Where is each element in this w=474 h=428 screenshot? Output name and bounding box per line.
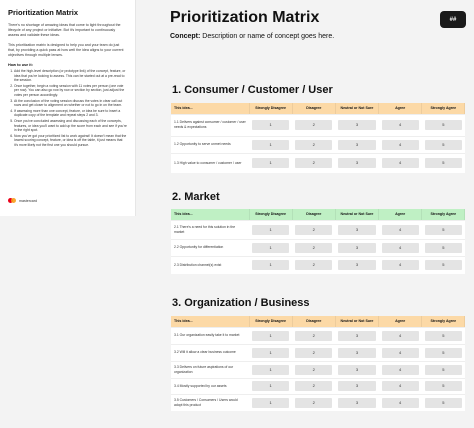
score-cell [335, 114, 378, 136]
score-vote-box[interactable]: 2 [295, 381, 332, 391]
score-vote-box[interactable]: 1 [252, 348, 289, 358]
score-cell [335, 256, 378, 274]
score-vote-box[interactable]: 4 [382, 365, 419, 375]
table-header-rating: Strongly Disagree [249, 316, 292, 327]
table-header-idea: This idea... [171, 316, 249, 327]
table-header-rating: Strongly Disagree [249, 103, 292, 114]
table-row [171, 378, 465, 394]
score-vote-box[interactable]: 4 [382, 243, 419, 253]
criterion-label: 2.2 Opportunity for differentiation [171, 239, 249, 256]
table-row [171, 153, 465, 173]
section-title: 2. Market [172, 191, 220, 203]
score-vote-box[interactable]: 2 [295, 365, 332, 375]
instructions-intro: There's no shortage of amazing ideas that come to light throughout the lifecycle of any project or initiative. But it's important to continuously assess and validate these ideas. [8, 23, 121, 37]
score-cell [335, 378, 378, 394]
table-header-rating: Neutral or Not Sure [335, 209, 378, 220]
score-cell [249, 256, 292, 274]
score-cell [292, 136, 335, 153]
criterion-label: 3.1 Our organization easily take it to market [171, 327, 249, 344]
score-vote-box[interactable]: 2 [295, 260, 332, 270]
score-vote-box[interactable]: 1 [252, 365, 289, 375]
score-vote-box[interactable]: 5 [425, 260, 462, 270]
hash-button[interactable]: ## [440, 11, 466, 28]
how-to-steps [8, 69, 127, 148]
score-cell [335, 344, 378, 361]
table-header-idea: This idea... [171, 103, 249, 114]
score-vote-box[interactable]: 5 [425, 140, 462, 150]
table-header-rating: Strongly Agree [422, 316, 465, 327]
score-vote-box[interactable]: 5 [425, 398, 462, 408]
table-row [171, 239, 465, 256]
table-header-rating: Neutral or Not Sure [335, 103, 378, 114]
score-cell [422, 256, 465, 274]
score-vote-box[interactable]: 5 [425, 331, 462, 341]
score-vote-box[interactable]: 1 [252, 140, 289, 150]
score-cell [422, 327, 465, 344]
score-vote-box[interactable]: 2 [295, 225, 332, 235]
score-vote-box[interactable]: 1 [252, 243, 289, 253]
criterion-label: 3.4 Mostly supported by our assets [171, 378, 249, 394]
score-vote-box[interactable]: 2 [295, 348, 332, 358]
score-cell [379, 361, 422, 378]
score-cell [249, 361, 292, 378]
table-row [171, 114, 465, 136]
score-cell [379, 344, 422, 361]
table-header-rating: Strongly Agree [422, 103, 465, 114]
score-vote-box[interactable]: 3 [338, 348, 375, 358]
section-title: 1. Consumer / Customer / User [172, 84, 333, 96]
how-to-step: 4. If assessing more than one concept, feature, or idea be sure to insert a duplicate copy of the template and repeat steps 2 and 3. [14, 109, 127, 118]
page-title: Prioritization Matrix [170, 9, 320, 26]
matrix-table [171, 103, 465, 173]
score-cell [249, 239, 292, 256]
table-row [171, 220, 465, 239]
criterion-label: 2.1 There's a need for this solution in the market [171, 220, 249, 239]
criterion-label: 1.1 Delivers against consumer / customer / user needs & expectations [171, 114, 249, 136]
how-to-step: 5. Once you've concluded assessing and discussing each of the concepts, features, or idea you'll want to add up the score from each and see if you're in the right spot. [14, 119, 127, 133]
table-header-rating: Disagree [292, 316, 335, 327]
criterion-label: 2.3 Distribution channel(s) exist [171, 256, 249, 274]
score-cell [379, 153, 422, 173]
concept-line [170, 33, 334, 40]
score-cell [335, 394, 378, 411]
score-cell [422, 114, 465, 136]
score-cell [292, 256, 335, 274]
score-vote-box[interactable]: 4 [382, 225, 419, 235]
score-cell [422, 361, 465, 378]
score-cell [292, 394, 335, 411]
score-vote-box[interactable]: 1 [252, 225, 289, 235]
table-header-rating: Disagree [292, 103, 335, 114]
table-row [171, 256, 465, 274]
score-cell [292, 153, 335, 173]
score-vote-box[interactable]: 3 [338, 398, 375, 408]
score-cell [422, 239, 465, 256]
score-cell [422, 153, 465, 173]
how-to-step: 6. Now you've got your prioritized list to work against! It doesn't mean that the lowest scoring concept, feature, or idea is off the table, it just means that it's more likely not the first one you should pursue. [14, 134, 127, 148]
score-cell [379, 256, 422, 274]
score-vote-box[interactable]: 2 [295, 331, 332, 341]
how-to-step: 2. Once together, begin a voting session with 11 votes per person (one vote per row). You can also go row by row or section by section, just adjust the votes per person accordingly. [14, 84, 127, 98]
score-vote-box[interactable]: 2 [295, 120, 332, 130]
score-vote-box[interactable]: 5 [425, 365, 462, 375]
score-vote-box[interactable]: 3 [338, 120, 375, 130]
table-header-rating: Strongly Disagree [249, 209, 292, 220]
score-cell [379, 394, 422, 411]
score-cell [422, 344, 465, 361]
brand-footer [8, 198, 37, 203]
score-vote-box[interactable]: 1 [252, 158, 289, 168]
score-cell [249, 378, 292, 394]
score-vote-box[interactable]: 5 [425, 348, 462, 358]
score-cell [249, 344, 292, 361]
instructions-title: Prioritization Matrix [8, 8, 79, 17]
table-row [171, 136, 465, 153]
score-vote-box[interactable]: 4 [382, 260, 419, 270]
matrix-board [143, 0, 474, 428]
table-header-idea: This idea... [171, 209, 249, 220]
table-row [171, 344, 465, 361]
score-cell [335, 220, 378, 239]
score-vote-box[interactable]: 4 [382, 120, 419, 130]
score-vote-box[interactable]: 4 [382, 348, 419, 358]
score-cell [292, 378, 335, 394]
score-vote-box[interactable]: 3 [338, 140, 375, 150]
criterion-label: 3.5 Customers / Consumers / Users would adopt this product [171, 394, 249, 411]
table-header-rating: Agree [379, 103, 422, 114]
table-row [171, 361, 465, 378]
score-vote-box[interactable]: 4 [382, 398, 419, 408]
score-cell [249, 114, 292, 136]
matrix-table [171, 209, 465, 274]
table-header-rating: Agree [379, 316, 422, 327]
score-vote-box[interactable]: 5 [425, 120, 462, 130]
score-vote-box[interactable]: 2 [295, 140, 332, 150]
score-vote-box[interactable]: 5 [425, 381, 462, 391]
score-vote-box[interactable]: 3 [338, 158, 375, 168]
score-cell [249, 153, 292, 173]
table-header-rating: Agree [379, 209, 422, 220]
table-header-rating: Neutral or Not Sure [335, 316, 378, 327]
score-vote-box[interactable]: 4 [382, 158, 419, 168]
score-cell [292, 327, 335, 344]
score-cell [422, 136, 465, 153]
concept-label: Concept: [170, 33, 201, 40]
score-vote-box[interactable]: 4 [382, 140, 419, 150]
score-cell [249, 220, 292, 239]
score-cell [292, 344, 335, 361]
score-vote-box[interactable]: 1 [252, 120, 289, 130]
score-vote-box[interactable]: 3 [338, 243, 375, 253]
mastercard-logo-icon [8, 198, 16, 203]
how-to-step: 3. At the conclusion of the voting session discuss the votes in clear call out rows and get closer to alignment on whether or not to go in on the team. [14, 99, 127, 108]
score-vote-box[interactable]: 1 [252, 260, 289, 270]
how-to-heading: How to use it: [8, 63, 33, 67]
score-vote-box[interactable]: 5 [425, 158, 462, 168]
score-vote-box[interactable]: 3 [338, 365, 375, 375]
criterion-label: 1.3 High value to consumer / customer / user [171, 153, 249, 173]
table-header-rating: Disagree [292, 209, 335, 220]
score-cell [335, 327, 378, 344]
score-vote-box[interactable]: 1 [252, 398, 289, 408]
score-cell [335, 153, 378, 173]
score-vote-box[interactable]: 4 [382, 331, 419, 341]
score-cell [249, 136, 292, 153]
score-vote-box[interactable]: 1 [252, 381, 289, 391]
score-vote-box[interactable]: 3 [338, 225, 375, 235]
score-cell [249, 394, 292, 411]
criterion-label: 1.2 Opportunity to serve unmet needs [171, 136, 249, 153]
score-cell [292, 220, 335, 239]
score-cell [335, 136, 378, 153]
score-cell [422, 220, 465, 239]
score-vote-box[interactable]: 2 [295, 398, 332, 408]
score-cell [335, 239, 378, 256]
how-to-step: 1. Add the high-level description (or prototype link) of the concept, feature, or idea that you're looking to assess. This can be started out at a pre-read to the session. [14, 69, 127, 83]
instructions-purpose: This prioritization matrix is designed to help you and your team do just that, by providing a quick pass at how well the idea aligns to your current objectives through multiple lenses. [8, 43, 124, 57]
score-vote-box[interactable]: 3 [338, 331, 375, 341]
score-cell [379, 220, 422, 239]
score-cell [379, 136, 422, 153]
score-cell [422, 378, 465, 394]
table-row [171, 327, 465, 344]
score-vote-box[interactable]: 2 [295, 243, 332, 253]
score-cell [292, 361, 335, 378]
score-cell [335, 361, 378, 378]
score-vote-box[interactable]: 1 [252, 331, 289, 341]
score-vote-box[interactable]: 4 [382, 381, 419, 391]
table-row [171, 394, 465, 411]
score-cell [292, 114, 335, 136]
brand-name: mastercard [19, 198, 37, 203]
score-cell [379, 378, 422, 394]
matrix-table [171, 316, 465, 411]
score-vote-box[interactable]: 5 [425, 225, 462, 235]
score-vote-box[interactable]: 3 [338, 260, 375, 270]
criterion-label: 3.2 Will it allow a clear business outcome [171, 344, 249, 361]
concept-description[interactable]: Description or name of concept goes here. [202, 33, 335, 40]
score-cell [249, 327, 292, 344]
score-cell [379, 239, 422, 256]
score-cell [292, 239, 335, 256]
score-vote-box[interactable]: 2 [295, 158, 332, 168]
score-vote-box[interactable]: 3 [338, 381, 375, 391]
criterion-label: 3.3 Delivers on future aspirations of our organization [171, 361, 249, 378]
score-cell [422, 394, 465, 411]
instructions-panel [0, 0, 136, 216]
table-header-rating: Strongly Agree [422, 209, 465, 220]
score-vote-box[interactable]: 5 [425, 243, 462, 253]
section-title: 3. Organization / Business [172, 297, 310, 309]
score-cell [379, 114, 422, 136]
score-cell [379, 327, 422, 344]
